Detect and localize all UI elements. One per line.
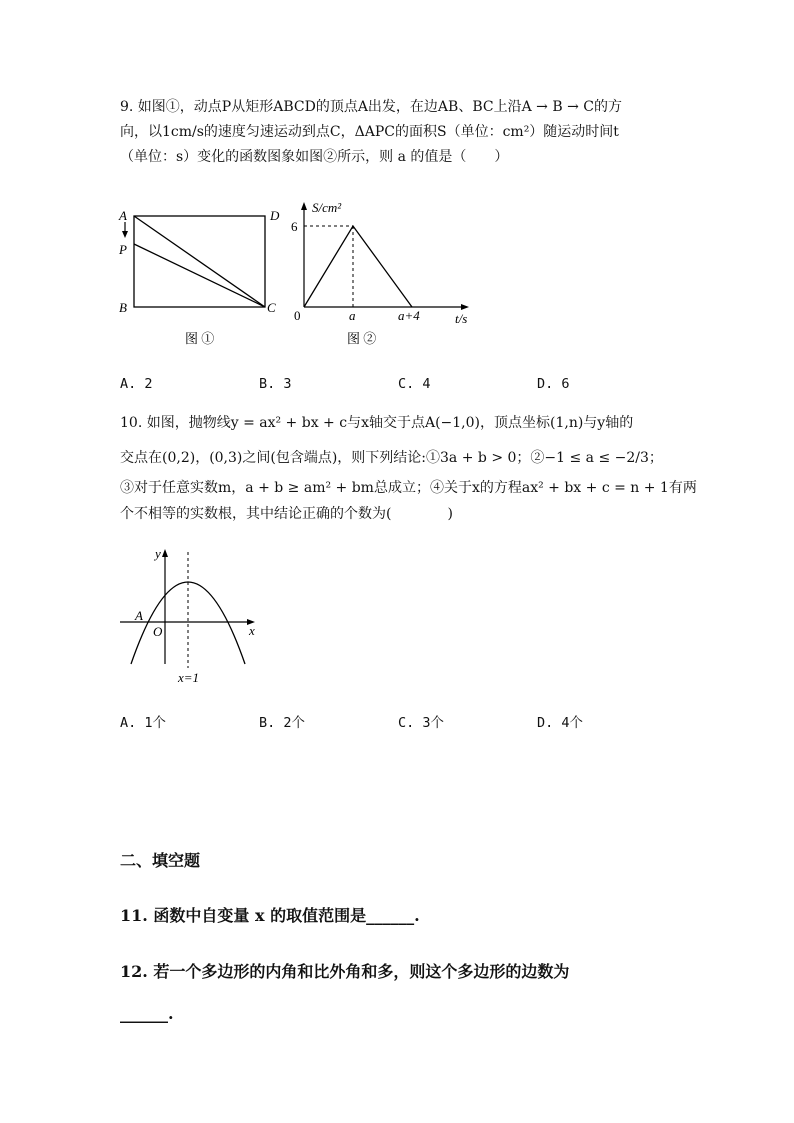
q10-option-c: C. 3个 bbox=[398, 715, 445, 731]
fig1-label-d: D bbox=[270, 208, 280, 223]
fig1-label-a: A bbox=[119, 208, 127, 223]
graph-x-label: x bbox=[249, 623, 255, 638]
q10-line-4: 个不相等的实数根，其中结论正确的个数为( ) bbox=[120, 506, 453, 522]
fig1-label-b: B bbox=[119, 300, 127, 315]
graph-origin-label: O bbox=[153, 624, 163, 639]
q9-option-d: D. 6 bbox=[537, 376, 570, 392]
q9-option-b: B. 3 bbox=[259, 376, 292, 392]
fig2-a-label: a bbox=[349, 308, 356, 323]
q12-line-1: 12. 若一个多边形的内角和比外角和多，则这个多边形的边数为 bbox=[120, 962, 570, 981]
fig1-label-c: C bbox=[267, 300, 276, 315]
q9-option-a: A. 2 bbox=[120, 376, 153, 392]
q9-line-1: 9. 如图①，动点P从矩形ABCD的顶点A出发，在边AB、BC上沿A → B → C的方 bbox=[120, 99, 622, 115]
fig1-caption: 图 ① bbox=[185, 331, 215, 346]
q10-line-3: ③对于任意实数m，a + b ≥ am² + bm总成立；④关于x的方程ax² + bx + c = n + 1有两 bbox=[120, 480, 697, 496]
q9-line-2: 向，以1cm/s的速度匀速运动到点C，ΔAPC的面积S（单位：cm²）随运动时间t bbox=[120, 124, 619, 140]
q10-parabola-graph bbox=[115, 540, 275, 690]
q9-option-c: C. 4 bbox=[398, 376, 431, 392]
q10-line-2: 交点在(0,2)，(0,3)之间(包含端点)，则下列结论:①3a + b > 0；②−1 ≤ a ≤ −2/3； bbox=[120, 450, 663, 466]
section-title: 二、填空题 bbox=[120, 851, 201, 870]
graph-point-a-label: A bbox=[135, 608, 143, 623]
fig2-a4-label: a+4 bbox=[398, 308, 420, 323]
fig2-origin-label: 0 bbox=[294, 308, 301, 323]
q10-option-b: B. 2个 bbox=[259, 715, 306, 731]
fig2-y-axis-label: S/cm² bbox=[312, 200, 342, 215]
fig2-x-axis-label: t/s bbox=[455, 311, 468, 326]
q12-line-2: ______. bbox=[120, 1004, 174, 1023]
q10-option-a: A. 1个 bbox=[120, 715, 167, 731]
q9-figure-2 bbox=[285, 196, 485, 351]
q9-line-3: （单位：s）变化的函数图象如图②所示，则 a 的值是（ ） bbox=[120, 149, 509, 165]
q10-line-1: 10. 如图，抛物线y = ax² + bx + c与x轴交于点A(−1,0)，顶点坐标(1,n)与y轴的 bbox=[120, 415, 634, 431]
fig1-label-p: P bbox=[119, 242, 127, 257]
graph-y-label: y bbox=[155, 546, 161, 561]
fig2-peak-label: 6 bbox=[291, 219, 298, 234]
q11-text: 11. 函数中自变量 x 的取值范围是______. bbox=[120, 906, 420, 925]
q10-option-d: D. 4个 bbox=[537, 715, 584, 731]
fig2-caption: 图 ② bbox=[347, 331, 377, 346]
q9-figure-1 bbox=[115, 200, 295, 350]
graph-axis-of-symmetry-label: x=1 bbox=[178, 670, 200, 685]
